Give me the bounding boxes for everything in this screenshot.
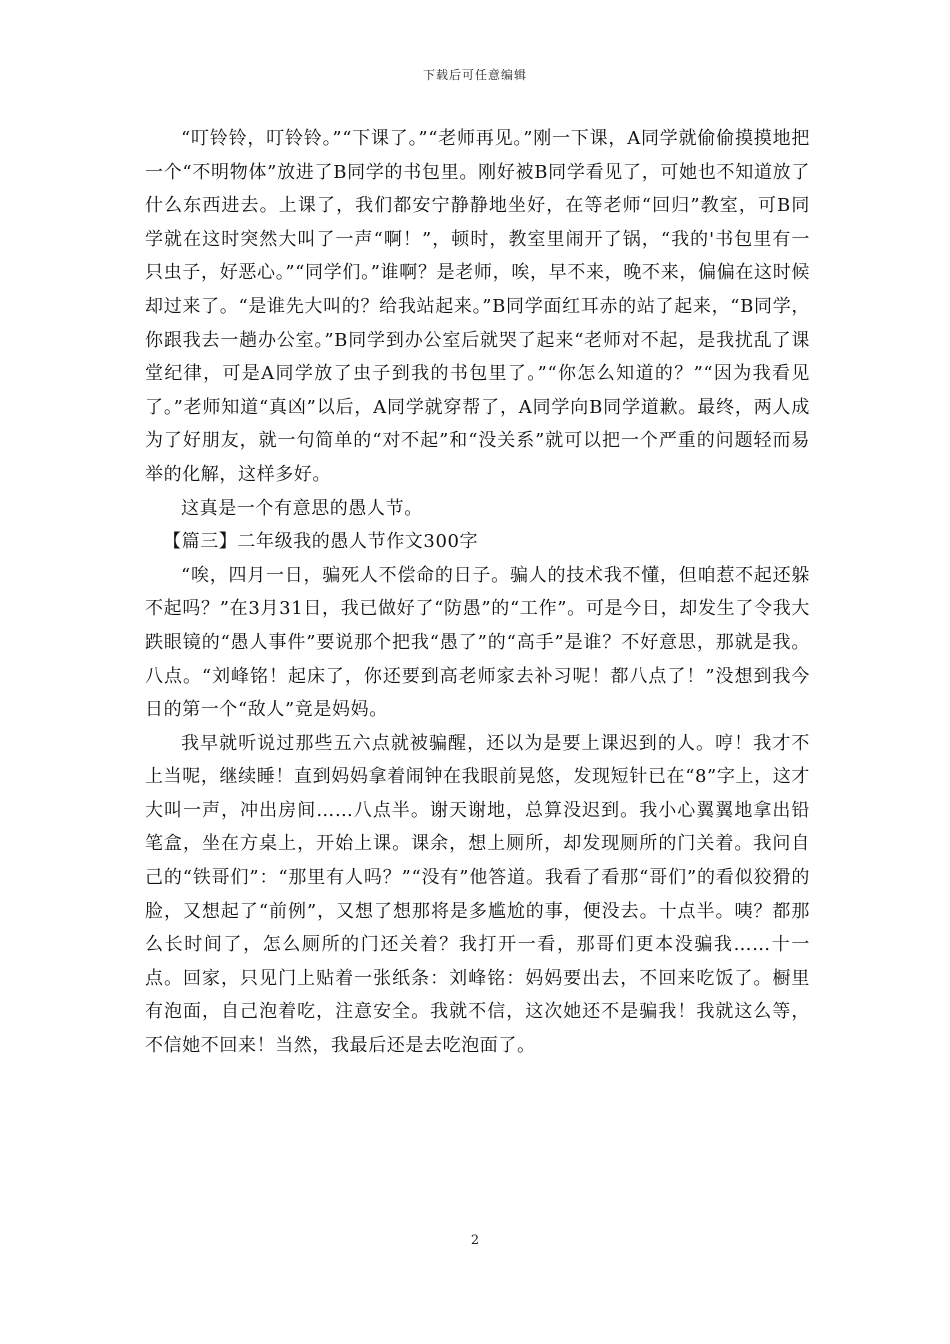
section-heading: 【篇三】二年级我的愚人节作文300字 bbox=[163, 531, 479, 553]
page-header: 下载后可任意编辑 bbox=[422, 68, 527, 82]
essay-paragraph: 我早就听说过那些五六点就被骗醒，还以为是要上课迟到的人。哼！我才不上当呢，继续睡！直到妈妈拿着闹钟在我眼前晃悠，发现短针已在“8”字上，这才大叫一声，冲出房间……八点半。谢天谢地，总算没迟到。我小心翼翼地拿出铅笔盒，坐在方桌上，开始上课。课余，想上厕所，却发现厕所的门关着。我问自己的“铁哥们”：“那里有人吗？”“没有”他答道。我看了看那“哥们”的看似狡猾的脸，又想起了“前例”，又想了想那将是多尴尬的事，便没去。十点半。咦？都那么长时间了，怎么厕所的门还关着？我打开一看，那哥们更本没骗我……十一点。回家，只见门上贴着一张纸条：刘峰铭：妈妈要出去，不回来吃饭了。橱里有泡面，自己泡着吃，注意安全。我就不信，这次她还不是骗我！我就这么等，不信她不回来！当然，我最后还是去吃泡面了。 bbox=[145, 732, 810, 1057]
story-paragraph: “叮铃铃，叮铃铃。”“下课了。”“老师再见。”刚一下课，A同学就偷偷摸摸地把一个“不明物体”放进了B同学的书包里。刚好被B同学看见了，可她也不知道放了什么东西进去。上课了，我们都安宁静静地坐好，在等老师“回归”教室，可B同学就在这时突然大叫了一声“啊！”，顿时，教室里闹开了锅，“我的'书包里有一只虫子，好恶心。”“同学们。”谁啊？是老师，唉，早不来，晚不来，偏偏在这时候却过来了。“是谁先大叫的？给我站起来。”B同学面红耳赤的站了起来，“B同学，你跟我去一趟办公室。”B同学到办公室后就哭了起来“老师对不起，是我扰乱了课堂纪律，可是A同学放了虫子到我的书包里了。”“你怎么知道的？”“因为我看见了。”老师知道“真凶”以后，A同学就穿帮了，A同学向B同学道歉。最终，两人成为了好朋友，就一句简单的“对不起”和“没关系”就可以把一个严重的问题轻而易举的化解，这样多好。 bbox=[145, 128, 810, 485]
essay-paragraph: “唉，四月一日，骗死人不偿命的日子。骗人的技术我不懂，但咱惹不起还躲不起吗？”在3月31日，我已做好了“防愚”的“工作”。可是今日，却发生了令我大跌眼镜的“愚人事件”要说那个把我“愚了”的“高手”是谁？不好意思，那就是我。八点。“刘峰铭！起床了，你还要到高老师家去补习呢！都八点了！”没想到我今日的第一个“敌人”竟是妈妈。 bbox=[145, 564, 810, 721]
page-number: 2 bbox=[470, 1233, 480, 1248]
closing-sentence: 这真是一个有意思的愚人节。 bbox=[181, 497, 423, 519]
document-body bbox=[145, 122, 810, 1063]
